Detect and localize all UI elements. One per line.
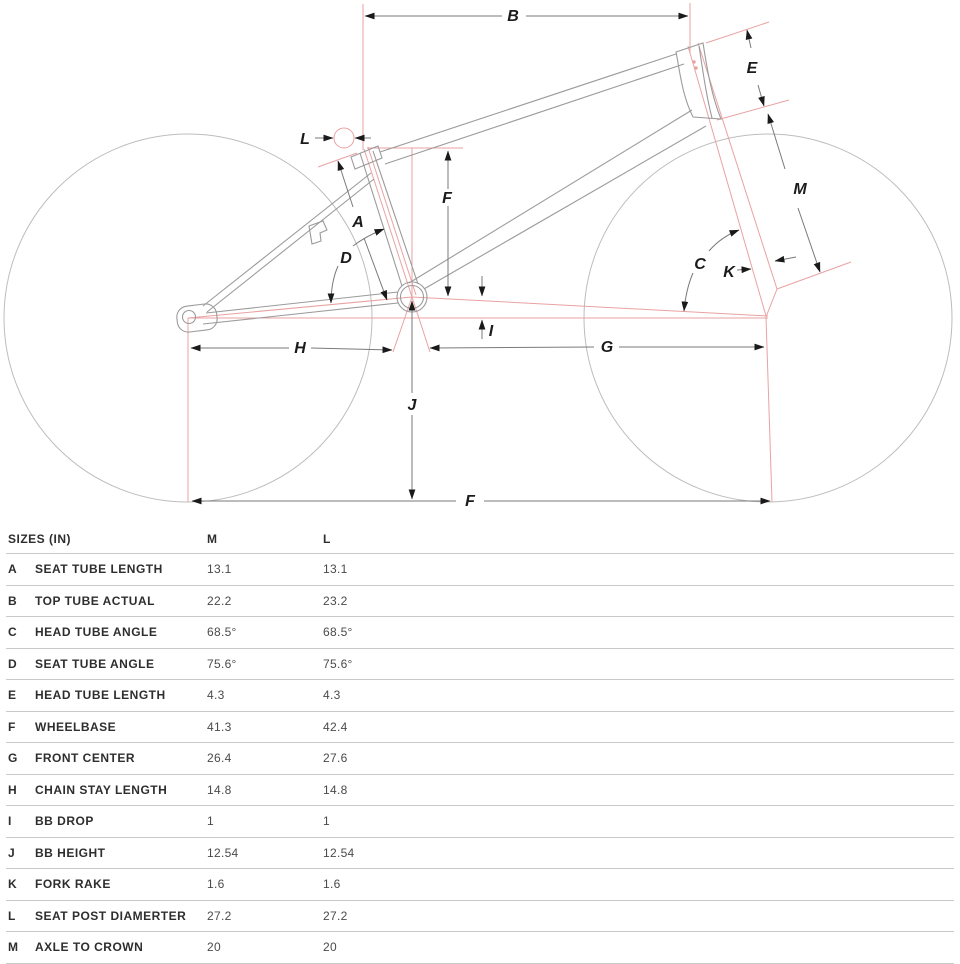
row-value-m: 12.54 xyxy=(207,845,239,860)
seat-post-circle xyxy=(334,128,354,148)
table-row xyxy=(6,869,954,901)
row-value-m: 27.2 xyxy=(207,908,232,923)
dim-E xyxy=(747,30,751,48)
dim-C-arc xyxy=(684,273,693,311)
dim-E2 xyxy=(758,85,764,106)
table-row xyxy=(6,932,954,964)
row-value-l: 75.6° xyxy=(323,656,353,671)
brake-mount-tab xyxy=(309,221,327,244)
dim-label-j: J xyxy=(407,397,417,414)
seat-tube-top-tick xyxy=(318,153,357,167)
dim-label-b: B xyxy=(507,8,519,25)
table-row xyxy=(6,586,954,618)
dim-M xyxy=(768,114,785,169)
dim-K2 xyxy=(775,257,796,261)
head-tube-bottom-tick xyxy=(717,100,789,120)
row-key: F xyxy=(8,719,16,734)
row-key: K xyxy=(8,877,18,892)
dim-label-l: L xyxy=(300,131,310,148)
dim-label-g: G xyxy=(600,339,614,356)
row-value-m: 14.8 xyxy=(207,782,232,797)
row-key: L xyxy=(8,908,16,923)
row-label: TOP TUBE ACTUAL xyxy=(35,593,155,608)
row-label: SEAT POST DIAMERTER xyxy=(35,908,187,923)
dim-H2 xyxy=(311,348,392,350)
row-value-m: 41.3 xyxy=(207,719,232,734)
dim-K xyxy=(737,269,751,270)
row-value-m: 20 xyxy=(207,940,221,955)
fork-offset-line xyxy=(698,43,777,317)
seat-tube xyxy=(360,151,418,286)
row-key: I xyxy=(8,814,12,829)
dim-label-i: I xyxy=(488,323,494,340)
row-key: D xyxy=(8,656,18,671)
dim-label-f-vertical: F xyxy=(442,190,452,207)
row-value-l: 42.4 xyxy=(323,719,348,734)
axis-dot-1 xyxy=(693,61,695,63)
seat-tube-axis-line xyxy=(364,149,412,297)
table-header-sizes: SIZES (IN) xyxy=(8,531,72,546)
dim-label-e: E xyxy=(746,60,758,77)
dim-label-f-wheelbase: F xyxy=(465,493,475,510)
row-label: AXLE TO CROWN xyxy=(35,940,144,955)
row-label: HEAD TUBE ANGLE xyxy=(35,625,158,640)
row-label: FRONT CENTER xyxy=(35,751,135,766)
row-value-l: 27.2 xyxy=(323,908,348,923)
dimension-labels xyxy=(294,8,807,510)
dim-G xyxy=(430,347,594,348)
dimension-lines xyxy=(191,16,820,501)
row-value-m: 4.3 xyxy=(207,688,225,703)
bb-to-front-axle-line xyxy=(412,297,768,316)
table-row xyxy=(6,554,954,586)
table-row xyxy=(6,649,954,681)
dim-A xyxy=(338,161,353,207)
row-value-l: 68.5° xyxy=(323,625,353,640)
row-value-l: 13.1 xyxy=(323,562,348,577)
row-value-m: 22.2 xyxy=(207,593,232,608)
row-label: WHEELBASE xyxy=(35,719,117,734)
chain-stays xyxy=(203,292,398,324)
dim-D-arc2 xyxy=(353,229,384,246)
table-row xyxy=(6,806,954,838)
row-value-m: 68.5° xyxy=(207,625,237,640)
dim-label-k: K xyxy=(723,264,735,281)
table-row xyxy=(6,617,954,649)
row-key: C xyxy=(8,625,18,640)
row-label: FORK RAKE xyxy=(35,877,111,892)
row-key: G xyxy=(8,751,18,766)
row-key: B xyxy=(8,593,18,608)
table-row xyxy=(6,901,954,933)
dim-label-m: M xyxy=(793,181,807,198)
table-header-size-m: M xyxy=(207,531,218,546)
row-value-l: 4.3 xyxy=(323,688,341,703)
dim-label-a: A xyxy=(352,214,364,231)
row-label: HEAD TUBE LENGTH xyxy=(35,688,166,703)
row-value-l: 14.8 xyxy=(323,782,348,797)
front-axle-ground-line xyxy=(766,317,772,502)
row-value-l: 23.2 xyxy=(323,593,348,608)
row-key: A xyxy=(8,562,18,577)
row-label: SEAT TUBE ANGLE xyxy=(35,656,155,671)
row-value-l: 27.6 xyxy=(323,751,348,766)
construction-lines xyxy=(188,3,851,502)
table-header-size-l: L xyxy=(323,531,331,546)
bb-drop-tick-left xyxy=(393,297,412,352)
row-label: BB DROP xyxy=(35,814,94,829)
down-tube xyxy=(409,110,706,289)
row-key: H xyxy=(8,782,18,797)
geometry-spec-table xyxy=(6,524,954,964)
row-value-m: 1.6 xyxy=(207,877,225,892)
head-tube-top-tick xyxy=(706,22,769,43)
row-value-l: 1 xyxy=(323,814,330,829)
dim-D-arc xyxy=(331,266,338,303)
row-key: M xyxy=(8,940,19,955)
table-row xyxy=(6,775,954,807)
table-row xyxy=(6,743,954,775)
axis-dot-2 xyxy=(695,67,697,69)
row-label: BB HEIGHT xyxy=(35,845,106,860)
row-label: CHAIN STAY LENGTH xyxy=(35,782,168,797)
dim-label-c: C xyxy=(694,256,706,273)
dim-C-arc2 xyxy=(709,230,739,251)
table-header-row xyxy=(6,524,954,554)
row-value-l: 1.6 xyxy=(323,877,341,892)
row-value-l: 20 xyxy=(323,940,337,955)
row-value-m: 13.1 xyxy=(207,562,232,577)
dim-M2 xyxy=(798,208,820,272)
row-value-l: 12.54 xyxy=(323,845,355,860)
row-key: E xyxy=(8,688,17,703)
table-row xyxy=(6,712,954,744)
dim-label-d: D xyxy=(340,250,352,267)
row-value-m: 1 xyxy=(207,814,214,829)
row-value-m: 75.6° xyxy=(207,656,237,671)
row-label: SEAT TUBE LENGTH xyxy=(35,562,163,577)
dim-A2 xyxy=(364,238,387,300)
table-row xyxy=(6,680,954,712)
axle-to-crown-tick xyxy=(777,262,851,289)
dim-label-h: H xyxy=(294,340,306,357)
seat-tube-axis-line-2 xyxy=(368,147,416,295)
table-row xyxy=(6,838,954,870)
row-value-m: 26.4 xyxy=(207,751,232,766)
bb-drop-tick-right xyxy=(412,297,430,352)
row-key: J xyxy=(8,845,16,860)
